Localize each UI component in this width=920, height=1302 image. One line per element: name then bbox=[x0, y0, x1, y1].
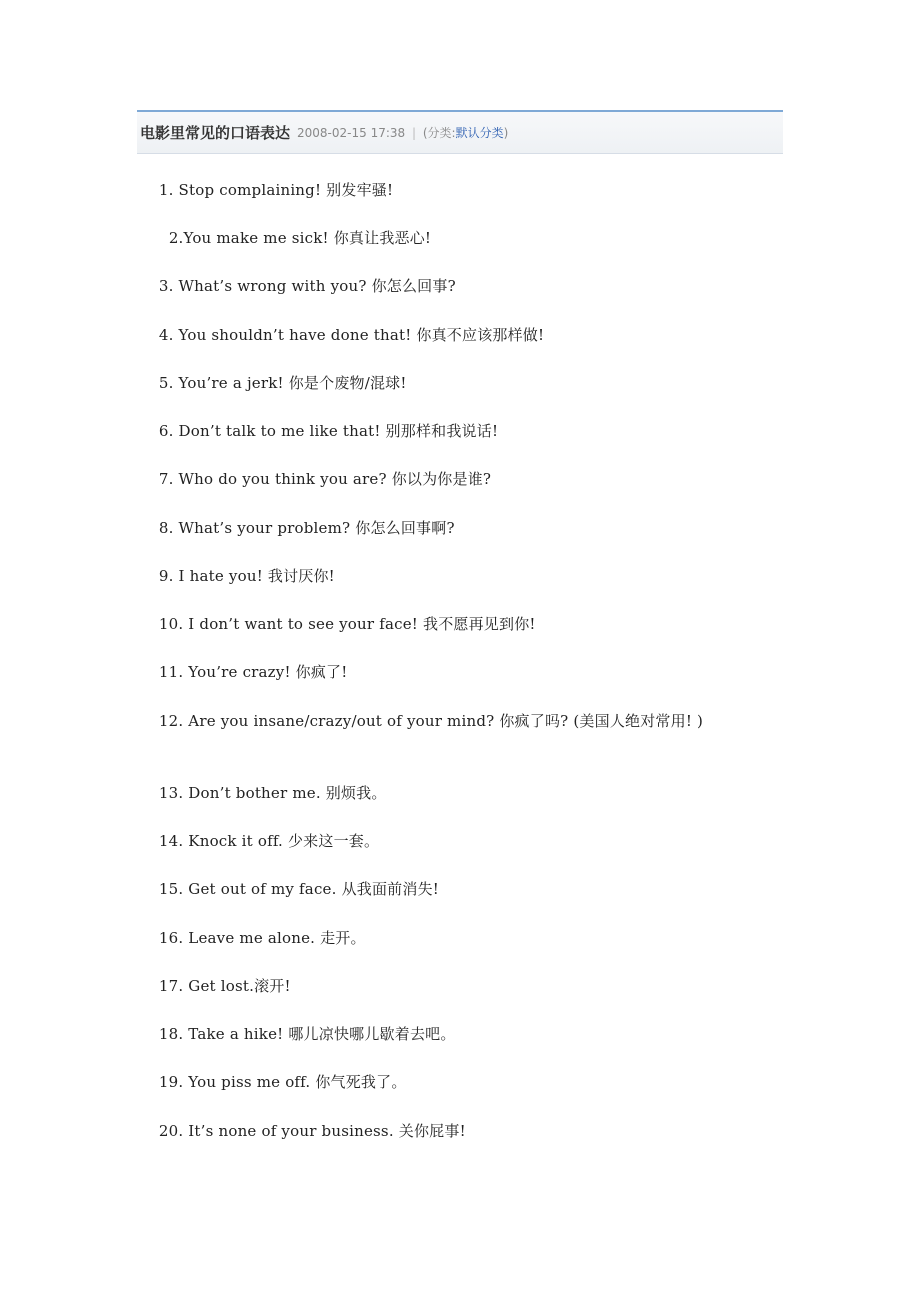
expression-line-16: 16. Leave me alone. 走开。 bbox=[139, 929, 366, 947]
expression-line-20: 20. It’s none of your business. 关你屁事! bbox=[139, 1122, 466, 1140]
expression-line-12: 12. Are you insane/crazy/out of your mind? 你疯了吗? (美国人绝对常用! ) bbox=[139, 712, 704, 730]
expression-line-17: 17. Get lost.滚开! bbox=[139, 977, 291, 995]
expression-line-18: 18. Take a hike! 哪儿凉快哪儿歇着去吧。 bbox=[139, 1025, 456, 1043]
expression-line-8: 8. What’s your problem? 你怎么回事啊? bbox=[139, 519, 455, 537]
post-date: 2008-02-15 17:38 bbox=[297, 126, 406, 140]
expression-line-14: 14. Knock it off. 少来这一套。 bbox=[139, 832, 380, 850]
post-header bbox=[137, 110, 783, 154]
expression-line-3: 3. What’s wrong with you? 你怎么回事? bbox=[139, 277, 456, 295]
expression-line-15: 15. Get out of my face. 从我面前消失! bbox=[139, 880, 439, 898]
category-link[interactable]: 默认分类 bbox=[455, 126, 504, 140]
expression-line-19: 19. You piss me off. 你气死我了。 bbox=[139, 1073, 407, 1091]
expression-line-4: 4. You shouldn’t have done that! 你真不应该那样做! bbox=[139, 326, 545, 344]
post-title: 电影里常见的口语表达 bbox=[140, 124, 291, 142]
expression-line-1: 1. Stop complaining! 别发牢骚! bbox=[139, 181, 394, 199]
expression-line-11: 11. You’re crazy! 你疯了! bbox=[139, 663, 348, 681]
category-suffix: ) bbox=[503, 126, 509, 140]
post-meta bbox=[297, 124, 508, 141]
expression-line-2: 2.You make me sick! 你真让我恶心! bbox=[139, 229, 432, 247]
meta-separator: | bbox=[411, 126, 417, 140]
expression-line-10: 10. I don’t want to see your face! 我不愿再见到你! bbox=[139, 615, 536, 633]
expression-line-9: 9. I hate you! 我讨厌你! bbox=[139, 567, 335, 585]
expression-line-6: 6. Don’t talk to me like that! 别那样和我说话! bbox=[139, 422, 499, 440]
expression-line-13: 13. Don’t bother me. 别烦我。 bbox=[139, 784, 387, 802]
expression-line-7: 7. Who do you think you are? 你以为你是谁? bbox=[139, 470, 492, 488]
expression-line-5: 5. You’re a jerk! 你是个废物/混球! bbox=[139, 374, 407, 392]
category-prefix: (分类: bbox=[422, 126, 456, 140]
